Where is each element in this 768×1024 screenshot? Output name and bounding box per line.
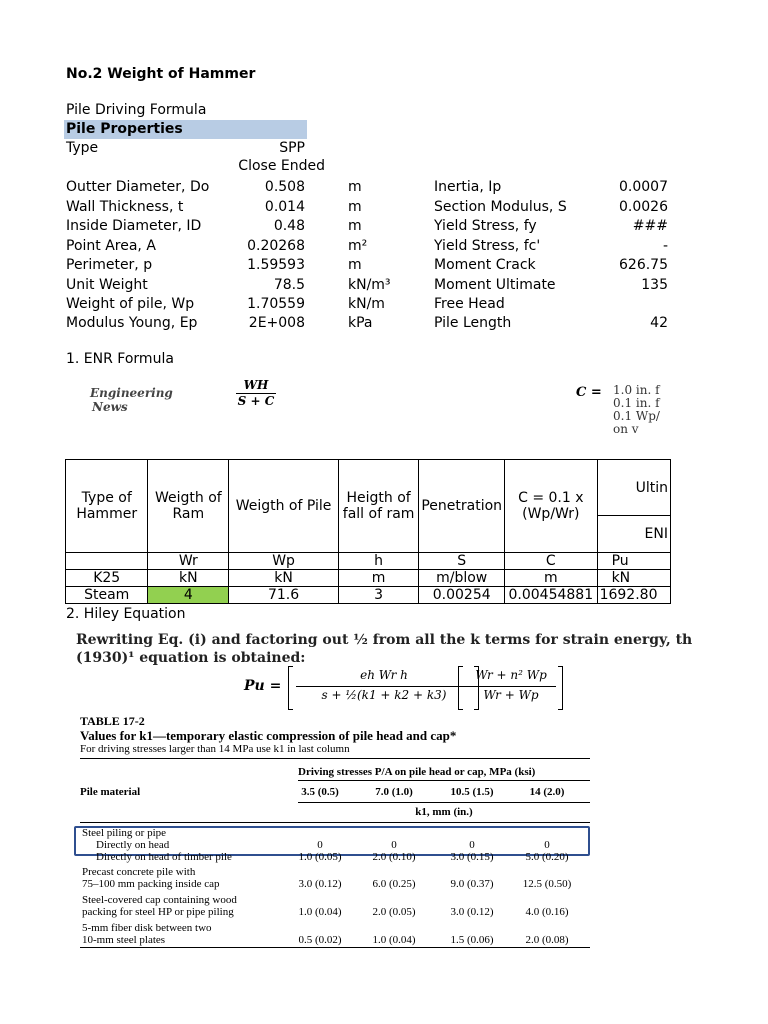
table-title: TABLE 17-2: [80, 714, 145, 728]
bracket-right-2: [558, 666, 563, 710]
k1-cell: 0: [544, 839, 550, 851]
k1-row-label: 5-mm fiber disk between two: [82, 922, 212, 934]
prop-right-value: 0.0026: [619, 199, 668, 215]
prop-label: Weight of pile, Wp: [66, 296, 195, 312]
hiley-eq-den2: Wr + Wp: [483, 688, 539, 702]
prop-unit: m²: [348, 238, 368, 254]
k1-row-label: 75–100 mm packing inside cap: [82, 878, 220, 890]
type-value: SPP: [279, 140, 305, 156]
prop-label: Modulus Young, Ep: [66, 315, 198, 331]
prop-right-label: Moment Ultimate: [434, 277, 556, 293]
prop-right-label: Moment Crack: [434, 257, 536, 273]
enr-unit-6: kN: [597, 570, 670, 587]
k1-cell: 0: [391, 839, 397, 851]
prop-value: 0.20268: [247, 238, 305, 254]
prop-label: Outter Diameter, Do: [66, 179, 210, 195]
prop-value: 1.59593: [247, 257, 305, 273]
k1-row-label: 10-mm steel plates: [82, 934, 166, 946]
prop-unit: m: [348, 179, 362, 195]
k1-row-label: Steel piling or pipe: [82, 827, 167, 839]
enr-header-enr: ENI: [597, 516, 670, 553]
k1-cell: 1.5 (0.06): [450, 934, 494, 946]
k1-row-label: Steel-covered cap containing wood: [82, 894, 237, 906]
k1-cell: 3.0 (0.15): [450, 851, 494, 863]
k1-cell: 0: [317, 839, 323, 851]
rule-bottom: [80, 947, 590, 948]
prop-unit: m: [348, 218, 362, 234]
prop-value: 0.014: [264, 199, 305, 215]
k1-cell: 1.0 (0.04): [372, 934, 416, 946]
prop-right-label: Inertia, Ip: [434, 179, 502, 195]
prop-right-value: 135: [641, 277, 668, 293]
formula-label: Pile Driving Formula: [66, 102, 207, 118]
enr-heading: 1. ENR Formula: [66, 351, 174, 367]
prop-right-value: -: [662, 238, 668, 254]
k1-cell: 1.0 (0.04): [298, 906, 342, 918]
enr-unit-5: m: [505, 570, 598, 587]
k1-cell: 2.0 (0.08): [525, 934, 569, 946]
k1-table-image: [78, 714, 598, 950]
prop-unit: kPa: [348, 315, 373, 331]
enr-value-6: 1692.80: [597, 587, 670, 604]
enr-header-ult: Ultin: [597, 460, 670, 516]
bracket-left: [288, 666, 293, 710]
prop-unit: m: [348, 257, 362, 273]
enr-name-2: News: [92, 400, 128, 414]
k1-cell: 5.0 (0.20): [525, 851, 569, 863]
k1-cell: 12.5 (0.50): [522, 878, 572, 890]
section-header: Pile Properties: [64, 120, 307, 139]
enr-unit-0: K25: [66, 570, 148, 587]
enr-formula-image: [90, 378, 670, 442]
enr-symbol-5: C: [505, 553, 598, 570]
col-4: 14 (2.0): [529, 786, 565, 798]
prop-unit: kN/m³: [348, 277, 391, 293]
enr-symbol-2: Wp: [229, 553, 339, 570]
enr-unit-3: m: [338, 570, 418, 587]
enr-header-fall: Heigth of fall of ram: [338, 460, 418, 553]
k1-cell: 3.0 (0.12): [450, 906, 494, 918]
table-note: For driving stresses larger than 14 MPa use k1 in last column: [80, 743, 350, 755]
hiley-eq-den: s + ½(k1 + k2 + k3): [321, 688, 447, 702]
prop-right-label: Free Head: [434, 296, 505, 312]
enr-header-ram: Weigth of Ram: [148, 460, 229, 553]
col-2: 7.0 (1.0): [375, 786, 413, 798]
rule-top: [80, 758, 590, 759]
rule-group: [298, 780, 590, 781]
hiley-text-image: [74, 630, 693, 710]
rule-cols: [298, 802, 590, 803]
enr-symbol-1: Wr: [148, 553, 229, 570]
hiley-eq-bar2: [466, 686, 556, 687]
enr-value-5: 0.00454881: [505, 587, 598, 604]
prop-right-label: Pile Length: [434, 315, 512, 331]
type-value-2: Close Ended: [238, 158, 325, 174]
enr-symbol-4: S: [419, 553, 505, 570]
k1-row-label: Precast concrete pile with: [82, 866, 196, 878]
prop-unit: m: [348, 199, 362, 215]
col-material: Pile material: [80, 786, 141, 798]
prop-right-label: Yield Stress, fy: [434, 218, 537, 234]
hiley-eq-num2: Wr + n² Wp: [475, 668, 547, 682]
hiley-eq-lhs: Pu =: [244, 678, 282, 694]
enr-unit-1: kN: [148, 570, 229, 587]
enr-symbol-3: h: [338, 553, 418, 570]
enr-header-pile: Weigth of Pile: [229, 460, 339, 553]
col-3: 10.5 (1.5): [450, 786, 494, 798]
enr-c-label: C =: [576, 385, 602, 400]
enr-denominator: S + C: [237, 394, 275, 408]
enr-header-type: Type of Hammer: [66, 460, 148, 553]
k1-row-label: packing for steel HP or pipe piling: [82, 906, 234, 918]
enr-unit-2: kN: [229, 570, 339, 587]
k1-cell: 9.0 (0.37): [450, 878, 494, 890]
enr-numerator: WH: [243, 378, 269, 392]
enr-header-penetration: Penetration: [419, 460, 505, 553]
k1-row-label: Directly on head of timber pile: [96, 851, 232, 863]
k1-cell: 6.0 (0.25): [372, 878, 416, 890]
page-title: No.2 Weight of Hammer: [66, 66, 256, 82]
unit-row: k1, mm (in.): [415, 806, 473, 818]
prop-label: Wall Thickness, t: [66, 199, 184, 215]
k1-cell: 4.0 (0.16): [525, 906, 569, 918]
enr-c-lines: 1.0 in. f 0.1 in. f 0.1 Wp/ on v: [613, 383, 660, 436]
prop-value: 2E+008: [248, 315, 305, 331]
prop-right-value: 626.75: [619, 257, 668, 273]
prop-right-value: 0.0007: [619, 179, 668, 195]
type-label: Type: [66, 140, 99, 156]
enr-value-0: Steam: [66, 587, 148, 604]
prop-right-value: 42: [650, 315, 668, 331]
enr-name-1: Engineering: [90, 386, 173, 400]
enr-value-3: 3: [338, 587, 418, 604]
enr-value-4: 0.00254: [419, 587, 505, 604]
hiley-text-1: Rewriting Eq. (i) and factoring out ½ from all the k terms for strain energy, th: [76, 632, 693, 648]
prop-value: 0.508: [264, 179, 305, 195]
k1-row-label: Directly on head: [96, 839, 170, 851]
hiley-eq-num: eh Wr h: [360, 668, 408, 682]
bracket-left-2: [458, 666, 463, 710]
enr-table: [65, 459, 671, 604]
k1-cell: 3.0 (0.12): [298, 878, 342, 890]
col-group: Driving stresses P/A on pile head or cap, MPa (ksi): [298, 766, 536, 778]
k1-cell: 2.0 (0.10): [372, 851, 416, 863]
hiley-eq-bar: [296, 686, 472, 687]
prop-label: Inside Diameter, ID: [66, 218, 202, 234]
prop-value: 1.70559: [247, 296, 305, 312]
k1-cell: 0.5 (0.02): [298, 934, 342, 946]
hiley-text-2: (1930)¹ equation is obtained:: [76, 650, 306, 666]
k1-cell: 0: [469, 839, 475, 851]
prop-label: Unit Weight: [66, 277, 148, 293]
prop-label: Point Area, A: [66, 238, 156, 254]
enr-symbol-6: Pu: [597, 553, 670, 570]
prop-value: 78.5: [273, 277, 305, 293]
enr-value-2: 71.6: [229, 587, 339, 604]
prop-value: 0.48: [273, 218, 305, 234]
enr-table-clip: [65, 459, 671, 603]
hiley-heading: 2. Hiley Equation: [66, 606, 186, 622]
prop-right-label: Section Modulus, S: [434, 199, 567, 215]
enr-unit-4: m/blow: [419, 570, 505, 587]
prop-right-value: ###: [632, 218, 668, 234]
rule-head: [80, 822, 590, 823]
k1-cell: 2.0 (0.05): [372, 906, 416, 918]
col-1: 3.5 (0.5): [301, 786, 339, 798]
enr-header-c: C = 0.1 x (Wp/Wr): [505, 460, 598, 553]
prop-label: Perimeter, p: [66, 257, 153, 273]
table-caption: Values for k1—temporary elastic compression of pile head and cap*: [80, 728, 457, 743]
enr-symbol-0: [66, 553, 148, 570]
prop-right-label: Yield Stress, fc': [434, 238, 541, 254]
prop-unit: kN/m: [348, 296, 385, 312]
enr-value-1[interactable]: 4: [148, 587, 229, 604]
k1-cell: 1.0 (0.05): [298, 851, 342, 863]
